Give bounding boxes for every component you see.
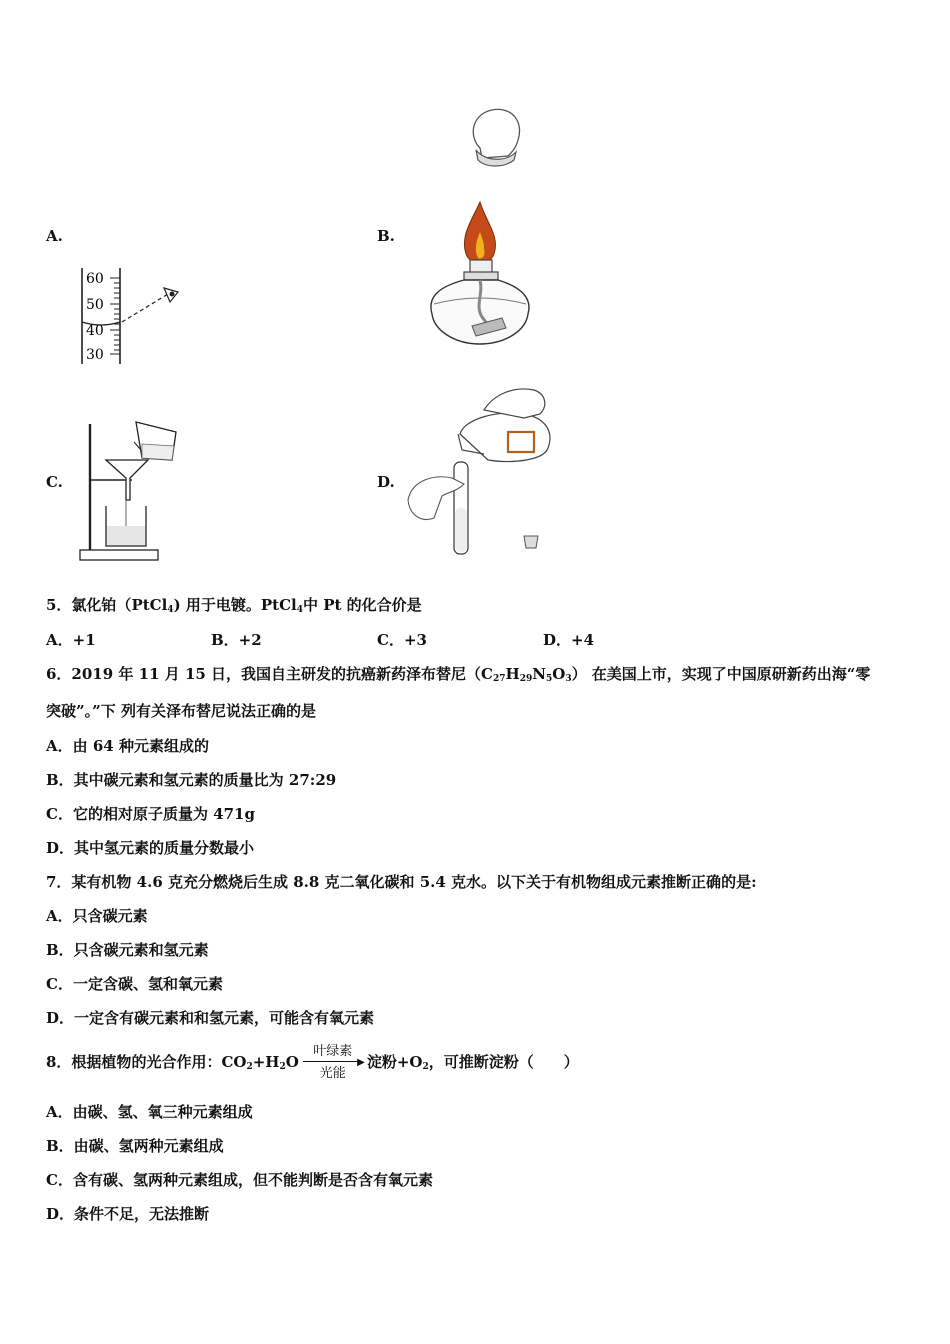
figure-b-label: B. [377,227,395,245]
q8-pre: 8．根据植物的光合作用：CO [46,1053,247,1071]
q8-stem [46,1044,579,1081]
tick-50: 50 [86,297,104,313]
q5-sub1: 4 [167,605,174,615]
q8-sub-co2: 2 [246,1062,253,1072]
q8-option-c[interactable]: C．含有碳、氢两种元素组成，但不能判断是否含有氧元素 [46,1171,433,1189]
q8-option-a[interactable]: A．由碳、氢、氧三种元素组成 [46,1103,253,1121]
q7-stem: 7．某有机物 4.6 克充分燃烧后生成 8.8 克二氧化碳和 5.4 克水。以下关于有机物组成元素推断正确的是: [46,873,757,891]
q6-n: N [532,665,546,683]
q6-option-b[interactable]: B．其中碳元素和氢元素的质量比为 27:29 [46,771,337,789]
graduated-cylinder-figure [76,264,186,368]
q6-sub-n: 5 [545,674,553,684]
tick-40: 40 [86,323,104,339]
figure-d-label: D. [377,473,395,491]
q8-sub-h2o: 2 [279,1062,286,1072]
q8-option-b[interactable]: B．由碳、氢两种元素组成 [46,1137,224,1155]
figure-a-label: A. [46,227,63,245]
q6-sub-o: 3 [565,674,572,684]
q5-sub2: 4 [296,605,303,615]
q7-option-c[interactable]: C．一定含碳、氢和氧元素 [46,975,223,993]
q8-post-b: ，可推断淀粉（ ） [428,1053,579,1071]
q5-stem [46,594,422,615]
alcohol-lamp-figure [424,196,536,352]
q5-text-pre: 5．氯化铂（PtCl [46,596,168,614]
tick-60: 60 [86,271,104,287]
q6-sub-h: 29 [519,674,533,684]
q5-option-a[interactable]: A．+1 [46,631,96,649]
pouring-liquid-figure [404,380,556,560]
q5-text-post: 中 Pt 的化合价是 [303,596,422,614]
q6-option-c[interactable]: C．它的相对原子质量为 471g [46,805,255,823]
q5-option-d[interactable]: D．+4 [543,631,595,649]
q8-sub-o2: 2 [422,1062,429,1072]
q6-sub-c: 27 [493,674,506,684]
q6-stem-line1 [46,663,870,684]
q5-option-c[interactable]: C．+3 [377,631,427,649]
q8-option-d[interactable]: D．条件不足，无法推断 [46,1205,210,1223]
q8-o-after: O [285,1053,299,1071]
q6-line1-pre: 6．2019 年 11 月 15 日，我国自主研发的抗癌新药泽布替尼（C [46,665,493,683]
q6-stem-line2: 突破”。”下 列有关泽布替尼说法正确的是 [46,702,316,720]
lamp-cap-figure [466,106,556,172]
reaction-arrow [301,1044,365,1081]
tick-30: 30 [86,347,104,363]
q6-h: H [505,665,520,683]
q7-option-a[interactable]: A．只含碳元素 [46,907,148,925]
q5-text-mid: ) 用于电镀。PtCl [173,596,297,614]
q6-o: O [552,665,566,683]
filtration-figure [76,414,188,564]
q6-option-a[interactable]: A．由 64 种元素组成的 [46,737,209,755]
arrow-head-icon: ▶ [357,1057,365,1068]
q6-line1-post: ） 在美国上市，实现了中国原研新药出海“零 [571,665,871,683]
q7-option-b[interactable]: B．只含碳元素和氢元素 [46,941,209,959]
q8-plus-h: +H [252,1053,280,1071]
q6-option-d[interactable]: D．其中氢元素的质量分数最小 [46,839,255,857]
q7-option-d[interactable]: D．一定含有碳元素和和氢元素，可能含有氧元素 [46,1009,375,1027]
arrow-bottom-label: 光能 [319,1066,346,1081]
q5-option-b[interactable]: B．+2 [211,631,262,649]
figure-c-label: C. [46,473,63,491]
q8-post-a: 淀粉+O [366,1053,423,1071]
arrow-top-label: 叶绿素 [313,1044,353,1059]
